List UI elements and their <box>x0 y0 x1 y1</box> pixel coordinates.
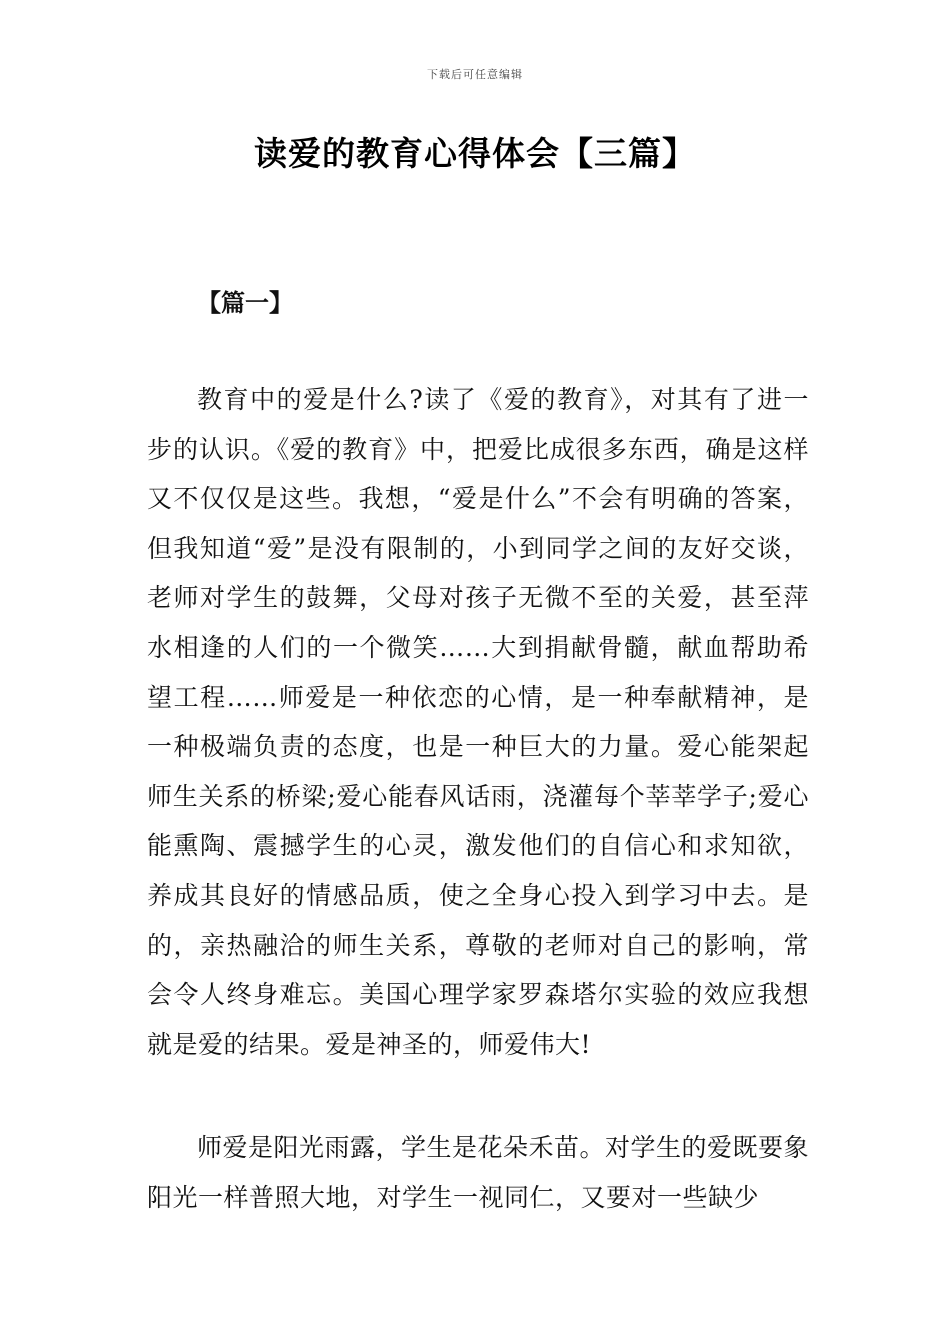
body-paragraph-1: 教育中的爱是什么?读了《爱的教育》，对其有了进一步的认识。《爱的教育》中，把爱比成很多东西，确是这样又不仅仅是这些。我想，“爱是什么”不会有明确的答案，但我知道“爱”是没有限制的，小到同学之间的友好交谈，老师对学生的鼓舞，父母对孩子无微不至的关爱，甚至萍水相逢的人们的一个微笑……大到捐献骨髓，献血帮助希望工程……师爱是一种依恋的心情，是一种奉献精神，是一种极端负责的态度，也是一种巨大的力量。爱心能架起师生关系的桥梁;爱心能春风话雨，浇灌每个莘莘学子;爱心能熏陶、震撼学生的心灵，激发他们的自信心和求知欲，养成其良好的情感品质，使之全身心投入到学习中去。是的，亲热融洽的师生关系，尊敬的老师对自己的影响，常会令人终身难忘。美国心理学家罗森塔尔实验的效应我想就是爱的结果。爱是神圣的，师爱伟大! <box>147 385 809 1059</box>
header-note: 下载后可任意编辑 <box>427 68 523 81</box>
document-title: 读爱的教育心得体会【三篇】 <box>254 134 696 173</box>
body-paragraph-2: 师爱是阳光雨露，学生是花朵禾苗。对学生的爱既要象阳光一样普照大地，对学生一视同仁，又要对一些缺少 <box>147 1133 810 1212</box>
section-heading: 【篇一】 <box>197 289 293 317</box>
